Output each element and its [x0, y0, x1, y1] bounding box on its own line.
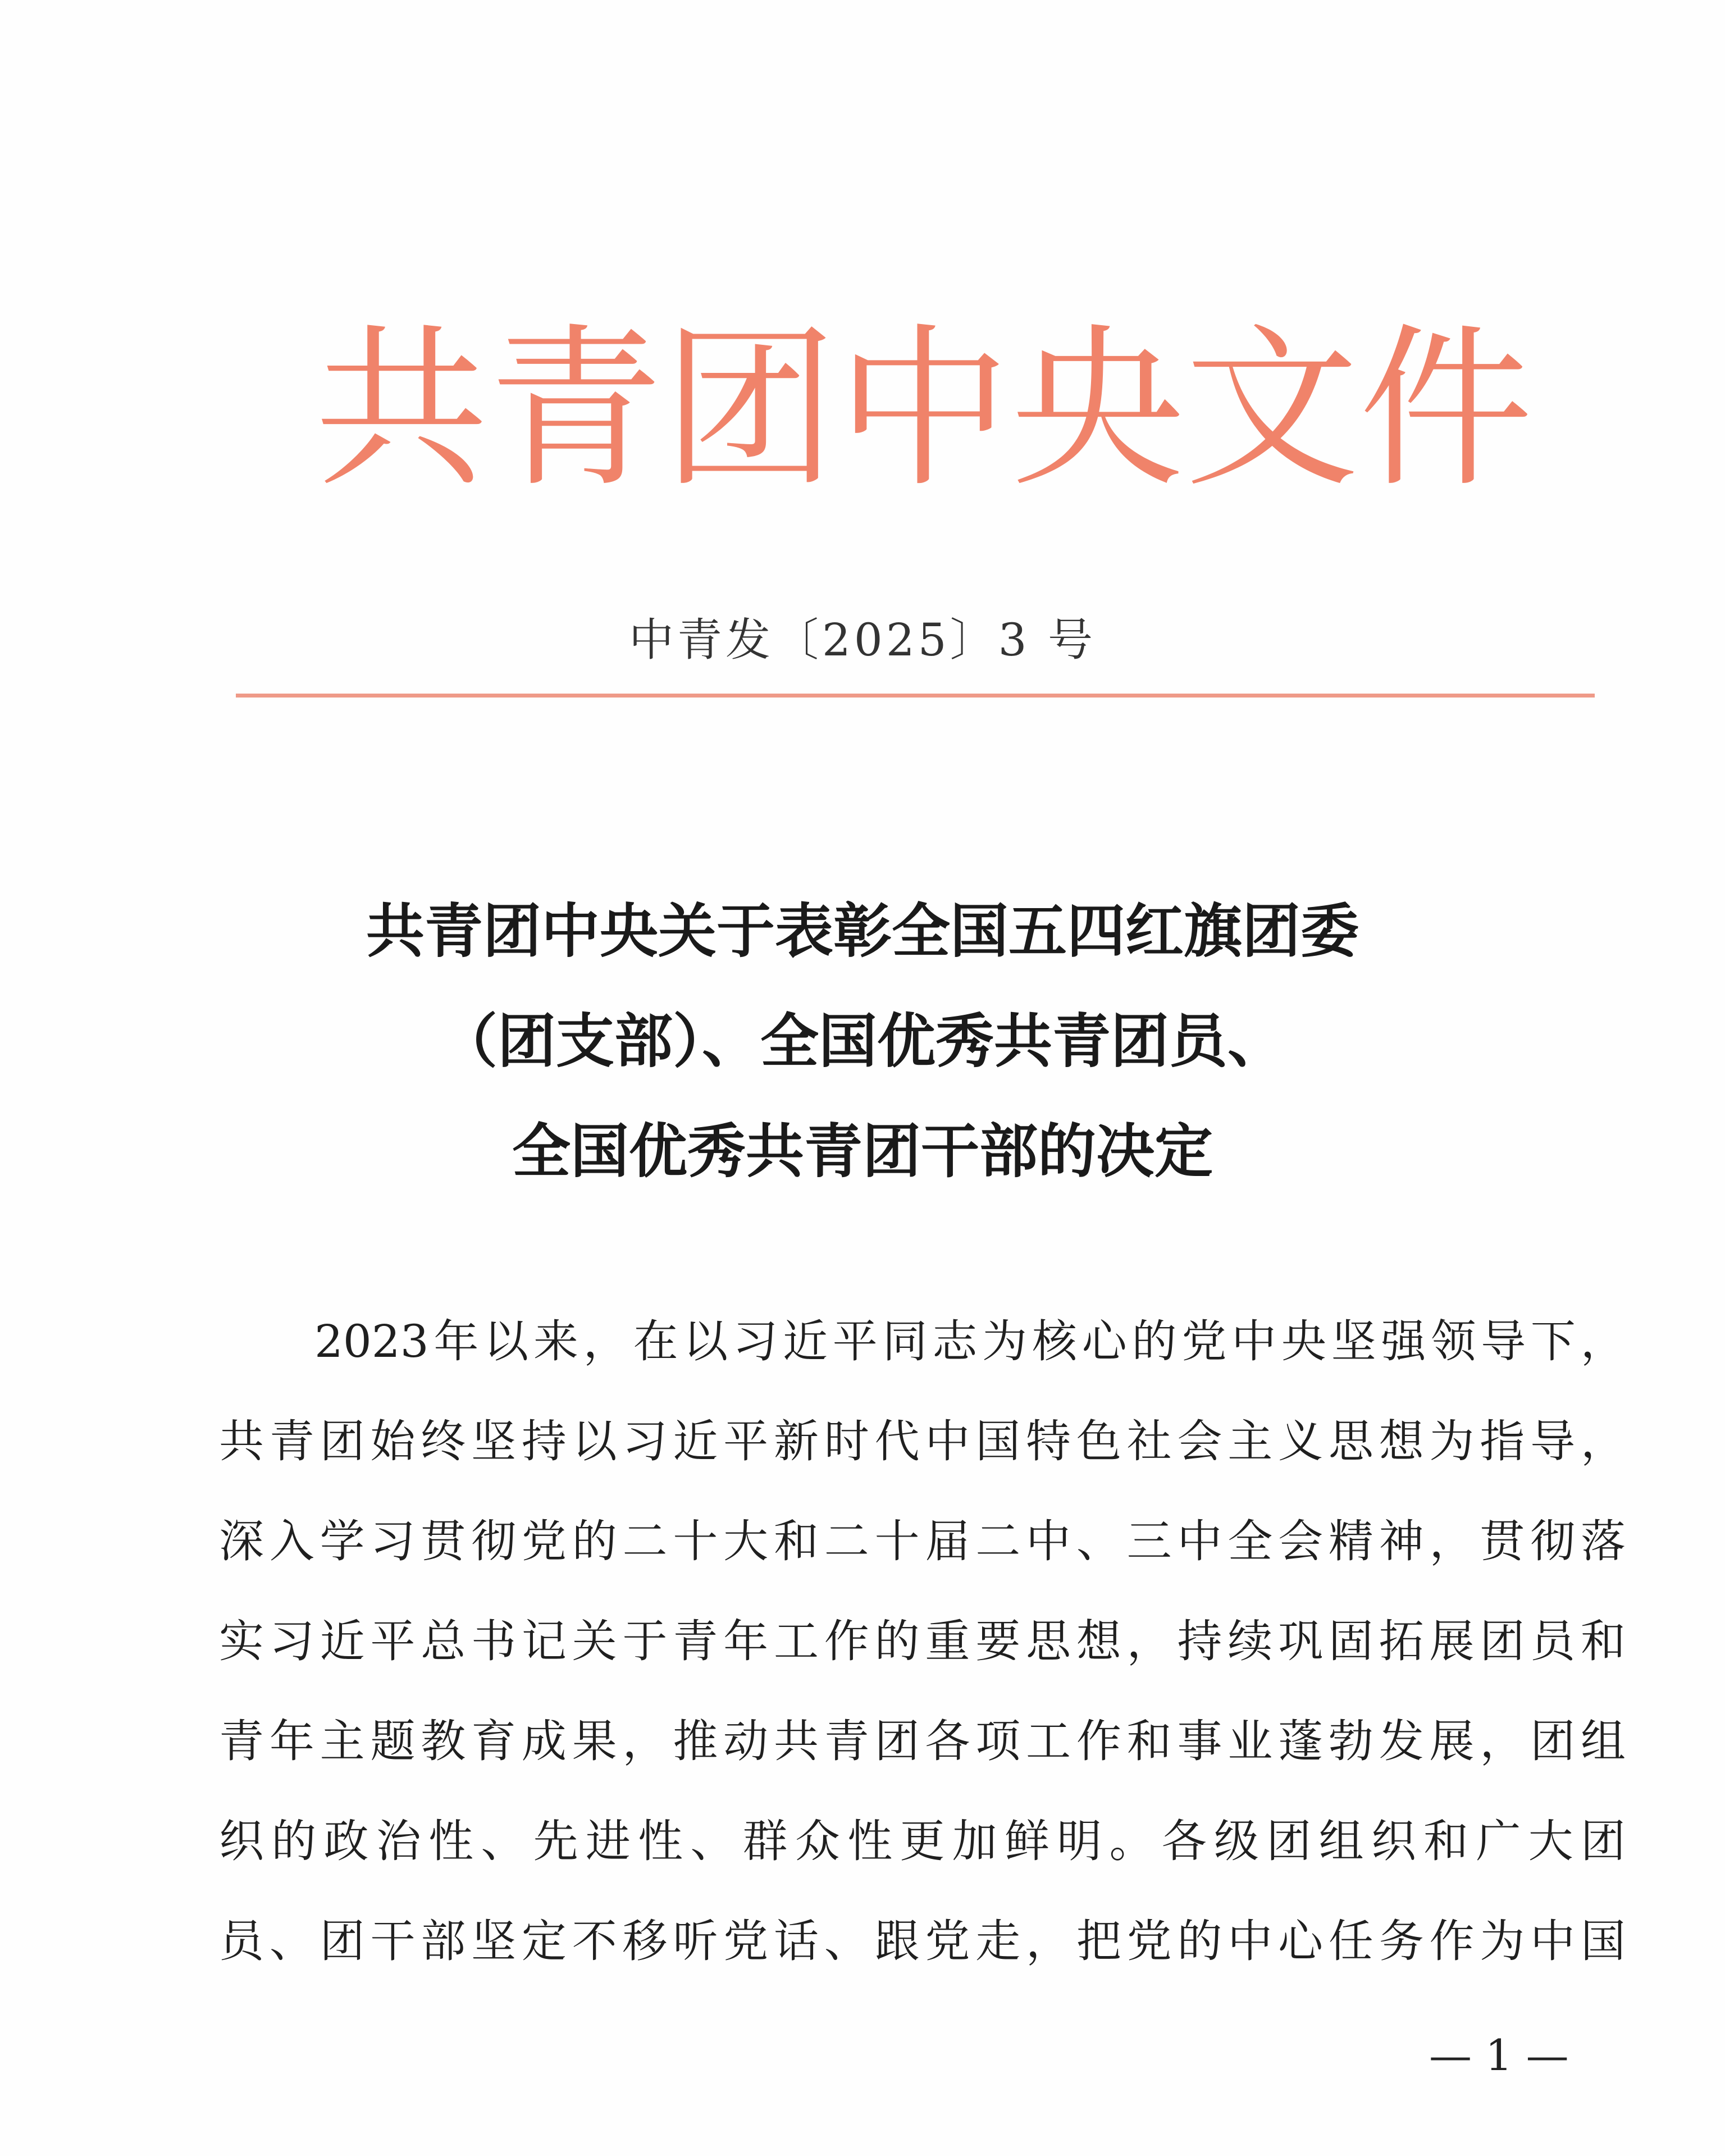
body-character: 国 — [1580, 1915, 1626, 1967]
body-character: 作 — [1429, 1915, 1475, 1967]
body-character: 中 — [1227, 1915, 1273, 1967]
body-character: 团 — [874, 1715, 920, 1767]
body-character: 大 — [1528, 1815, 1573, 1867]
body-line — [219, 1792, 1626, 1891]
body-character: 习 — [269, 1615, 314, 1667]
body-character: 员 — [219, 1915, 264, 1967]
body-character: 组 — [1318, 1815, 1364, 1867]
body-character: 以 — [572, 1415, 617, 1467]
masthead-character: 中 — [837, 308, 1011, 511]
body-character: 各 — [1161, 1815, 1207, 1867]
body-character: 平 — [370, 1615, 416, 1667]
body-character: 共 — [219, 1415, 264, 1467]
body-character: 员 — [1530, 1615, 1576, 1667]
body-character: 年 — [269, 1715, 314, 1767]
body-character: 实 — [219, 1615, 264, 1667]
body-character: 新 — [773, 1415, 819, 1467]
body-character: 始 — [370, 1415, 416, 1467]
masthead-character: 共 — [314, 308, 489, 511]
body-character: 团 — [320, 1415, 365, 1467]
body-line — [219, 1592, 1626, 1692]
body-character: 和 — [1423, 1815, 1469, 1867]
body-character: 务 — [1379, 1915, 1424, 1967]
document-title — [0, 876, 1725, 1206]
body-character: 党 — [521, 1515, 567, 1567]
body-character: 中 — [925, 1415, 970, 1467]
body-character: 年 — [433, 1315, 479, 1368]
body-character: 的 — [572, 1515, 617, 1567]
body-character: 、 — [1076, 1515, 1121, 1567]
body-character: 团 — [1266, 1815, 1312, 1867]
body-character: 主 — [320, 1715, 365, 1767]
body-character: 关 — [572, 1615, 617, 1667]
body-character: 中 — [1026, 1515, 1071, 1567]
body-character: 明 — [1057, 1815, 1102, 1867]
body-character: 治 — [376, 1815, 421, 1867]
body-character: 干 — [370, 1915, 416, 1967]
body-character: 会 — [1177, 1415, 1222, 1467]
body-character: 更 — [900, 1815, 945, 1867]
body-character: 各 — [925, 1715, 970, 1767]
title-line: 全国优秀共青团干部的决定 — [512, 1117, 1213, 1186]
body-character: 在 — [633, 1315, 678, 1368]
body-character: 、 — [690, 1815, 736, 1867]
title-line: 共青团中央关于表彰全国五四红旗团委 — [366, 897, 1359, 965]
body-character: 代 — [874, 1415, 920, 1467]
body-character: 届 — [925, 1515, 970, 1567]
body-character: 动 — [723, 1715, 769, 1767]
body-character: 事 — [1177, 1715, 1222, 1767]
body-character: 中 — [1177, 1515, 1222, 1567]
body-character: 工 — [773, 1615, 819, 1667]
body-character: 二 — [975, 1515, 1021, 1567]
body-character: 中 — [1231, 1315, 1277, 1368]
body-character: 政 — [323, 1815, 369, 1867]
body-character: 不 — [572, 1915, 617, 1967]
body-character: 习 — [370, 1515, 416, 1567]
masthead-character: 青 — [489, 308, 663, 511]
body-character: ， — [1026, 1915, 1071, 1967]
body-character: 坚 — [471, 1415, 517, 1467]
body-character: 核 — [1032, 1315, 1077, 1368]
body-character: 大 — [723, 1515, 769, 1567]
body-character: 作 — [824, 1615, 869, 1667]
body-character: 义 — [1278, 1415, 1324, 1467]
body-character: 彻 — [1530, 1515, 1576, 1567]
body-character: 坚 — [1331, 1315, 1376, 1368]
body-character: 年 — [723, 1615, 769, 1667]
body-character: 部 — [421, 1915, 466, 1967]
body-character: 听 — [673, 1915, 718, 1967]
body-character: 巩 — [1278, 1615, 1324, 1667]
body-character: 十 — [673, 1515, 718, 1567]
body-character: 固 — [1328, 1615, 1373, 1667]
body-character: 二 — [622, 1515, 668, 1567]
body-character: ， — [1480, 1715, 1525, 1767]
body-character: 习 — [622, 1415, 668, 1467]
body-character: 跟 — [874, 1915, 920, 1967]
body-character: 社 — [1126, 1415, 1172, 1467]
body-character: 总 — [421, 1615, 466, 1667]
body-character: 近 — [782, 1315, 828, 1368]
body-character: 、 — [824, 1915, 869, 1967]
masthead-character: 文 — [1185, 308, 1359, 511]
body-character: 领 — [1431, 1315, 1476, 1368]
body-character: 国 — [975, 1415, 1021, 1467]
body-character: 团 — [1480, 1615, 1525, 1667]
body-character: ， — [1580, 1315, 1626, 1368]
body-character: 神 — [1379, 1515, 1424, 1567]
body-character: 贯 — [421, 1515, 466, 1567]
body-character: 鲜 — [1004, 1815, 1049, 1867]
body-character: ， — [583, 1315, 628, 1368]
body-character: ， — [1126, 1615, 1172, 1667]
body-character: 为 — [982, 1315, 1028, 1368]
body-character: 党 — [925, 1915, 970, 1967]
body-line — [219, 1692, 1626, 1792]
body-character: 性 — [428, 1815, 474, 1867]
body-character: 众 — [795, 1815, 840, 1867]
body-line — [219, 1292, 1626, 1392]
body-line — [219, 1891, 1626, 1991]
body-character: 果 — [572, 1715, 617, 1767]
body-character: 工 — [1026, 1715, 1071, 1767]
body-character: 来 — [533, 1315, 578, 1368]
body-character: 走 — [975, 1915, 1021, 1967]
body-character: 会 — [1278, 1515, 1324, 1567]
body-character: 和 — [1126, 1715, 1172, 1767]
body-character: 、 — [269, 1915, 314, 1967]
body-character: 题 — [370, 1715, 416, 1767]
body-character: 群 — [742, 1815, 788, 1867]
body-character: 下 — [1530, 1315, 1576, 1368]
body-character: 青 — [269, 1415, 314, 1467]
body-character: 把 — [1076, 1915, 1121, 1967]
body-character: 、 — [481, 1815, 526, 1867]
body-character: 的 — [1177, 1915, 1222, 1967]
body-character: 展 — [1429, 1615, 1475, 1667]
body-character: 党 — [723, 1915, 769, 1967]
body-character: 先 — [533, 1815, 578, 1867]
body-character: 以 — [483, 1315, 529, 1368]
body-character: 定 — [521, 1915, 567, 1967]
masthead-character: 团 — [663, 308, 837, 511]
body-character: 党 — [1126, 1915, 1172, 1967]
body-character: 强 — [1381, 1315, 1426, 1368]
body-character: 和 — [773, 1515, 819, 1567]
body-character: 业 — [1227, 1715, 1273, 1767]
body-character: 为 — [1480, 1915, 1525, 1967]
body-character: 落 — [1580, 1515, 1626, 1567]
body-character: 主 — [1227, 1415, 1273, 1467]
body-character: 和 — [1580, 1615, 1626, 1667]
body-character: 进 — [585, 1815, 631, 1867]
body-character: 加 — [952, 1815, 997, 1867]
body-character: 作 — [1076, 1715, 1121, 1767]
title-line: （团支部）、全国优秀共青团员、 — [439, 1007, 1286, 1075]
body-character: 心 — [1081, 1315, 1127, 1368]
body-character: 重 — [925, 1615, 970, 1667]
body-character: 性 — [638, 1815, 683, 1867]
body-character: 项 — [975, 1715, 1021, 1767]
body-character: 贯 — [1480, 1515, 1525, 1567]
body-character: 深 — [219, 1515, 264, 1567]
body-character: 学 — [320, 1515, 365, 1567]
body-character: 广 — [1476, 1815, 1521, 1867]
body-character: 三 — [1126, 1515, 1172, 1567]
body-character: 以 — [683, 1315, 728, 1368]
body-character: 团 — [320, 1915, 365, 1967]
body-character: 的 — [1131, 1315, 1177, 1368]
body-character: 组 — [1580, 1715, 1626, 1767]
body-character: 于 — [622, 1615, 668, 1667]
body-character: 同 — [882, 1315, 928, 1368]
body-character: 想 — [1379, 1415, 1424, 1467]
body-character: 书 — [471, 1615, 517, 1667]
body-character: 习 — [733, 1315, 778, 1368]
body-character: 色 — [1076, 1415, 1121, 1467]
body-character: 导 — [1530, 1415, 1576, 1467]
body-character: 团 — [1580, 1815, 1626, 1867]
body-character: 性 — [847, 1815, 893, 1867]
body-character: 时 — [824, 1415, 869, 1467]
body-character: 共 — [773, 1715, 819, 1767]
masthead-title — [314, 308, 1533, 511]
page-number: — 1 — — [1429, 2030, 1569, 2080]
body-character: 。 — [1109, 1815, 1154, 1867]
body-character: 想 — [1076, 1615, 1121, 1667]
body-character: 推 — [673, 1715, 718, 1767]
body-character: 持 — [521, 1415, 567, 1467]
body-character: 近 — [320, 1615, 365, 1667]
body-character: 坚 — [471, 1915, 517, 1967]
body-character: 展 — [1429, 1715, 1475, 1767]
red-separator-line — [236, 694, 1595, 698]
body-character: 十 — [874, 1515, 920, 1567]
body-character: 成 — [521, 1715, 567, 1767]
body-character: 全 — [1227, 1515, 1273, 1567]
body-character: 2023 — [314, 1315, 429, 1368]
body-character: 为 — [1429, 1415, 1475, 1467]
body-character: 级 — [1214, 1815, 1259, 1867]
body-character: 终 — [421, 1415, 466, 1467]
body-character: 青 — [824, 1715, 869, 1767]
body-character: ， — [622, 1715, 668, 1767]
body-character: 特 — [1026, 1415, 1071, 1467]
body-character: 思 — [1328, 1415, 1373, 1467]
body-line — [219, 1392, 1626, 1492]
body-character: 育 — [471, 1715, 517, 1767]
body-character: 中 — [1530, 1915, 1576, 1967]
body-character: 织 — [219, 1815, 264, 1867]
body-character: 话 — [773, 1915, 819, 1967]
body-character: 入 — [269, 1515, 314, 1567]
body-character: 移 — [622, 1915, 668, 1967]
body-character: 的 — [271, 1815, 317, 1867]
body-character: 彻 — [471, 1515, 517, 1567]
body-line — [219, 1492, 1626, 1592]
body-character: 平 — [832, 1315, 878, 1368]
body-character: 团 — [1530, 1715, 1576, 1767]
body-character: 织 — [1371, 1815, 1416, 1867]
body-character: 持 — [1177, 1615, 1222, 1667]
body-character: 续 — [1227, 1615, 1273, 1667]
body-character: 发 — [1379, 1715, 1424, 1767]
body-character: 近 — [673, 1415, 718, 1467]
body-character: 平 — [723, 1415, 769, 1467]
body-character: 青 — [219, 1715, 264, 1767]
body-character: 导 — [1481, 1315, 1526, 1368]
body-character: 指 — [1480, 1415, 1525, 1467]
body-character: 精 — [1328, 1515, 1373, 1567]
body-character: 记 — [521, 1615, 567, 1667]
body-character: 教 — [421, 1715, 466, 1767]
body-character: 蓬 — [1278, 1715, 1324, 1767]
body-character: 任 — [1328, 1915, 1373, 1967]
masthead-character: 央 — [1011, 308, 1185, 511]
body-paragraph — [219, 1292, 1626, 1991]
body-character: 央 — [1281, 1315, 1326, 1368]
body-character: 党 — [1181, 1315, 1227, 1368]
body-character: 思 — [1026, 1615, 1071, 1667]
body-character: ， — [1429, 1515, 1475, 1567]
body-character: 二 — [824, 1515, 869, 1567]
body-character: 要 — [975, 1615, 1021, 1667]
document-number: 中青发〔2025〕3 号 — [629, 614, 1096, 666]
body-character: 志 — [932, 1315, 978, 1368]
body-character: 勃 — [1328, 1715, 1373, 1767]
body-character: 的 — [874, 1615, 920, 1667]
body-character: 青 — [673, 1615, 718, 1667]
body-character: 拓 — [1379, 1615, 1424, 1667]
masthead-character: 件 — [1359, 308, 1533, 511]
body-character: 心 — [1278, 1915, 1324, 1967]
body-character: ， — [1580, 1415, 1626, 1467]
